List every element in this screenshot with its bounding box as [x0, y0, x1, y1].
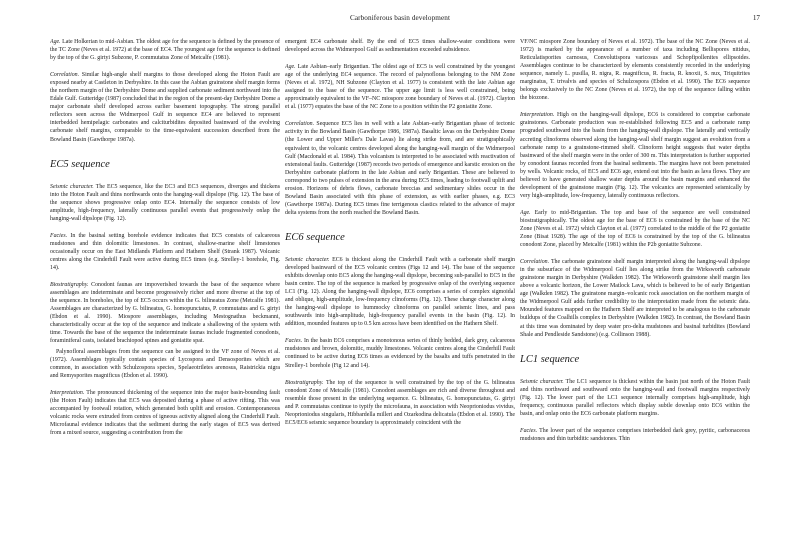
paragraph — [520, 209, 750, 249]
paragraph-lead: Age. — [285, 64, 296, 71]
paragraph-lead: Age. — [520, 209, 531, 216]
paragraph-text: The carbonate grainstone shelf margin interpreted along the hanging-wall dipslope in the subsurface of the Widmerpool Gulf lies along strike from the Wirksworth carbonate grainstone margin in Derbyshire (Walkden 1982). The Wirksworth grainstone shelf margin lies above a volcanic horizon, the Lower Matlock Lava, which is believed to be of early Brigantian age (Walkden 1982). The grainstone margin–volcanic rock association on the northern margin of the Widmerpool Gulf adds further credibility to the interpretation made from the seismic data. Mounded features mapped on the Hathern Shelf are interpreted to be analogous to the carbonate buildups of the Coalhills complex in Derbyshire (Walkden 1982). In contrast, the Bowland Basin at this time was dominated by deep water pro-delta mudstones and basinal turbidites (Bowland Shale and Pendleside Sandstone) (e.g. Collinson 1988). — [520, 259, 750, 338]
paragraph-text: Early to mid-Brigantian. The top and base of the sequence are well constrained biostratigraphically. The oldest age for the base of EC6 is constrained by the base of the NC Zone (Neves et al. 1972) which Clayton et al. (1977) correlated to the middle of the P2 goniatite Zone (Bisat 1928). The age of the top of EC6 is constrained by the top of the G. bilineatus conodont Zone, placed by Metcalfe (1981) within the P2b goniatite Subzone. — [520, 209, 750, 249]
paragraph-lead: Interpretation. — [50, 389, 85, 396]
paragraph-text: Similar high-angle shelf margins to those developed along the Hoton Fault are exposed nearby at Castleton in Derbyshire. In this case the Asbian grainstone shelf margin forms the northern margin of the Derbyshire Dome and supplied carbonate sediment northward into the Edale Gulf. Gutteridge (1987) concluded that in the region of the present-day Derbyshire Dome a major carbonate shelf developed across earlier basement topography. The strong parallel reflectors seen across the Widmerpool Gulf in sequence EC4 are believed to represent interbedded hemipelagic carbonates and calciturbidites deposited basinward of the evolving carbonate shelf margins, comparable to the time-equivalent succession described from the Bowland Basin (Gawthorpe 1987a). — [50, 72, 280, 143]
paragraph-text: Conodont faunas are impoverished towards the base of the sequence where assemblages are indeterminate and become progressively richer and more diverse at the top of the sequence. In boreholes, the top of EC5 occurs within the G. bilineatus Zone (Metcalfe 1981). Assemblages are characterized by G. bilineatus, G. homopunctatus, P. commutatus and G. girtyi (Ebdon et al. 1990). Miospore assemblages, including Mestognathus beckmanni, characteristically occur at the top of the sequence and indicate a shallowing of the system with time. Towards the base of the sequence the indeterminate faunas include fragmented conodonts, foraminiferal casts, isolated brachiopod spines and goniatite spat. — [50, 282, 280, 345]
paragraph-lead: Correlation. — [50, 72, 80, 79]
paragraph-lead: Age. — [50, 39, 61, 45]
paragraph — [285, 256, 515, 328]
paragraph — [50, 183, 280, 223]
paragraph — [50, 232, 280, 272]
paragraph-lead: Biostratigraphy. — [285, 379, 324, 386]
section-heading-ec5: EC5 sequence — [50, 158, 110, 170]
paragraph-lead: Interpretation. — [520, 112, 555, 119]
paragraph — [520, 427, 750, 443]
paragraph — [520, 111, 750, 200]
paragraph-text: In the basin EC6 comprises a monotonous series of thinly bedded, dark grey, calcareous mudstones and brown, dolomitic, muddy limestones. Volcanic centres along the Cinderhill Fault continued to be active during EC6 times as evidenced by the basalts and tuffs penetrated in the Strelley-1 borehole (Fig 12 and 14). — [285, 338, 515, 369]
paragraph-text: The lower part of the sequence comprises interbedded dark grey, pyritic, carbonaceous mudstones and thin turbiditic sandstones. Thin — [520, 427, 750, 442]
paragraph — [285, 120, 515, 217]
running-title: Carboniferous basin development — [349, 14, 451, 22]
paragraph — [520, 258, 750, 338]
paragraph-lead: Seismic character. — [50, 183, 94, 190]
paragraph-text: In the basinal setting borehole evidence indicates that EC5 consists of calcareous mudstones and thin dolomitic limestones. In contrast, shallow-marine shelf limestones occasionally occur on the East Midlands Platform and Hathern Shelf (Strank 1987). Volcanic centres along the Cinderhill Fault were active during EC5 times (e.g. Strelley-1 borehole, Fig. 14). — [50, 232, 280, 271]
paragraph-text: The top of the sequence is well constrained by the top of the G. bilineatus conodont Zone of Metcalfe (1981). Conodont assemblages are rich and diverse throughout and resemble those present in the underlying sequence. G. bilineatus, G. homopunctatus, G. girtyi and P. commutatus continue to typify the microfauna, in association with Neoprioniodus vivtdus, Neoprioniodus singularis, Hibbardella milleri and Ozarkodina delicatula (Ebdon et al. 1990). The EC5/EC6 seismic sequence boundary is approximately coincident with the — [285, 379, 515, 426]
paragraph-text: Late Asbian–early Brigantian. The oldest age of EC5 is well constrained by the youngest age of the underlying EC4 sequence. The record of palynofloras belonging to the NM Zone (Neves et al. 1972), NH Subzone (Clayton et al. 1977) is consistent with the late Asbian age assigned to the base of the sequence. The upper age limit is less well constrained, being approximately equivalent to the VF–NC miospore zone boundary of Neves et al. (1972). Clayton et al. (1977) equates the base of the NC Zone to a position within the P2 goniatite Zone. — [285, 64, 515, 111]
paragraph — [50, 281, 280, 345]
paragraph-text: High on the hanging-wall dipslope, EC6 is considered to comprise carbonate grainstones. Carbonate production was re-established following EC5 and a carbonate ramp prograded southward into the basin from the hanging-wall dipslope. The laterally and vertically accreting clinoforms observed along the hanging-wall shelf margin suggest an evolution from a carbonate ramp to a grainstone-rimmed shelf. Clinoform height suggests that water depths basinward of the shelf margin were in the order of 300 m. This interpretation is further supported by conodont faunas recorded from the basinal sediments. The margins have not been penetrated by wells. Volcanic rocks, of EC5 and EC6 age, extend out into the basin as lava flows. They are believed to have generated shallow water depths around the basin margins and enhanced the development of the grainstone margin (Fig. 12). The volcanics are represented seismically by very high-amplitude, low-frequency, laterally continuous reflectors. — [520, 112, 750, 199]
paragraph — [285, 337, 515, 369]
paragraph: Palynofloral assemblages from the sequence can be assigned to the VF zone of Neves et al. (1972). Assemblages typically contain species of Lycospora and Densosporites which are common, in association with Schulzospora species, Spelaeotriletes arenosus, Raistrickia nigra and Remysporites magnificus (Ebdon et al. 1990). — [50, 348, 280, 379]
paragraph — [520, 378, 750, 418]
paragraph-text: The pronounced thickening of the sequence into the major basin-bounding fault (the Hoton Fault) indicates that EC5 was deposited during a phase of active rifting. This was accompanied by footwall rotation, which generated both uplift and erosion. Contemporaneous volcanic rocks were extruded from centres of igneous activity aligned along the Cinderhill Fault. Microfaunal evidence indicates that the sediment during the early stages of EC5 was derived from a mixed source, suggesting a contribution from the — [50, 389, 280, 437]
paragraph-lead: Facies. — [520, 427, 538, 434]
paragraph-text: The LC1 sequence is thickest within the basin just north of the Hoton Fault and thins northward and southward onto the hanging-wall and footwall margins respectively (Fig. 12). The lower part of the LC1 sequence internally comprises high-amplitude, high frequency, continuous parallel reflectors which display subtle downlap onto EC6 within the basin, and onlap onto the EC6 carbonate platform margins. — [520, 378, 750, 417]
column-3 — [520, 38, 750, 544]
column-2 — [285, 38, 515, 544]
paragraph — [285, 379, 515, 427]
paragraph-lead: Correlation. — [520, 259, 550, 266]
paragraph — [50, 389, 280, 437]
column-1 — [50, 38, 280, 544]
paragraph-lead: Correlation. — [285, 121, 315, 128]
paragraph-lead: Facies. — [285, 338, 303, 345]
paragraph-lead: Facies. — [50, 232, 68, 239]
paragraph-text: Late Holkerian to mid-Asbian. The oldest age for the sequence is defined by the presence of the TC Zone (Neves et al. 1972) at the base of EC4. The youngest age for the sequence is defined by the top of the G. girtyi Subzone, P. commutatus Zone of Metcalfe (1981). — [50, 39, 280, 62]
paragraph-text: EC6 is thickest along the Cinderhill Fault with a carbonate shelf margin developed basinward of the EC5 volcanic centres (Figs 12 and 14). The base of the sequence exhibits downlap onto EC5 along the hanging-wall dipslope, becoming sub-parallel to EC5 in the basin centre. The top of the sequence is marked by progressive onlap of the overlying sequence LC1 (Fig. 12). Along the hanging-wall dipslope, EC6 comprises a series of complex sigmoidal and oblique, high-amplitude, low-frequency clinoforms (Fig. 12). These change character along the hanging-wall dipslope to hummocky clinoforms on parallel seismic lines, and pass southwards into high-amplitude, high-frequency parallel events in the basin (Fig. 12). In addition, mounded features up to 0.5 km across have been identified on the Hathern Shelf. — [285, 256, 515, 328]
paragraph-lead: Seismic character. — [520, 378, 564, 385]
paragraph — [50, 71, 280, 143]
paragraph: emergent EC4 carbonate shelf. By the end of EC5 times shallow-water conditions were developed across the Widmerpool Gulf as sedimentation exceeded subsidence. — [285, 39, 515, 54]
paragraph-lead: Biostratigraphy. — [50, 282, 89, 289]
paragraph — [50, 38, 280, 62]
page-number: 17 — [752, 14, 760, 22]
paragraph: VF/NC miospore Zone boundary of Neves et al. 1972). The base of the NC Zone (Neves et al. 1972) is marked by the appearance of a number of taxa including Bellispores nitidus, Reticulatisporites carnosus, Convolutispora varicosus and Schopfipollenites ellipsoides. Assemblages continue to be characterized by elements consistently recorded in the underlying sequence, namely L. pusilla, R. nigra, R. magnificus, R. fracta, R. knoxii, S. nux, Triquitrites marginatus, T. trivalvis and species of Schulzospora (Ebdon et al. 1990). The EC6 sequence belongs exclusively to the NC Zone (Neves et al. 1972), the top of the sequence falling within the biozone. — [520, 39, 750, 102]
section-heading-ec6: EC6 sequence — [285, 231, 345, 243]
section-heading-lc1: LC1 sequence — [520, 353, 580, 365]
paragraph-text: Sequence EC5 lies in well with a late Asbian–early Brigantian phase of tectonic activity in the Bowland Basin (Gawthorpe 1986, 1987a). Basaltic lavas on the Derbyshire Dome (the Lower and Upper Miller's Dale Lavas) lie along strike from, and are stratigraphically equivalent to, the volcanic centres developed along the hanging-wall margin of the Widmerpool Gulf (Macdonald et al. 1984). This volcanism is interpreted to be associated with reactivation of extensional faults. Gutteridge (1987) records two periods of emergence and karstic erosion on the Derbyshire carbonate platform in the late Asbian and early Brigantian. These are believed to correspond to two pulses of extension in the area during EC5 times, leading to footwall uplift and erosion. Horizons of debris flows, carbonate breccias and sedimentary slides occur in the Bowland Basin associated with this phase of extension, as with earlier phases, e.g. EC3 (Gawthorpe 1987a). During EC5 times fine terrigenous clastics related to the advance of major delta systems from the north reached the Bowland Basin. — [285, 121, 515, 216]
paragraph — [285, 63, 515, 111]
paragraph-text: The EC5 sequence, like the EC3 and EC3 sequences, diverges and thickens into the Hoton Fault and thins northwards onto the hanging-wall dipslope (Fig. 12). The base of the sequence shows progressive onlap onto EC4. Internally the sequence consists of low amplitude, high-frequency, laterally continuous parallel events that progressively onlap the hanging-wall dipslope (Fig. 12). — [50, 183, 280, 222]
paragraph-lead: Seismic character. — [285, 256, 330, 263]
